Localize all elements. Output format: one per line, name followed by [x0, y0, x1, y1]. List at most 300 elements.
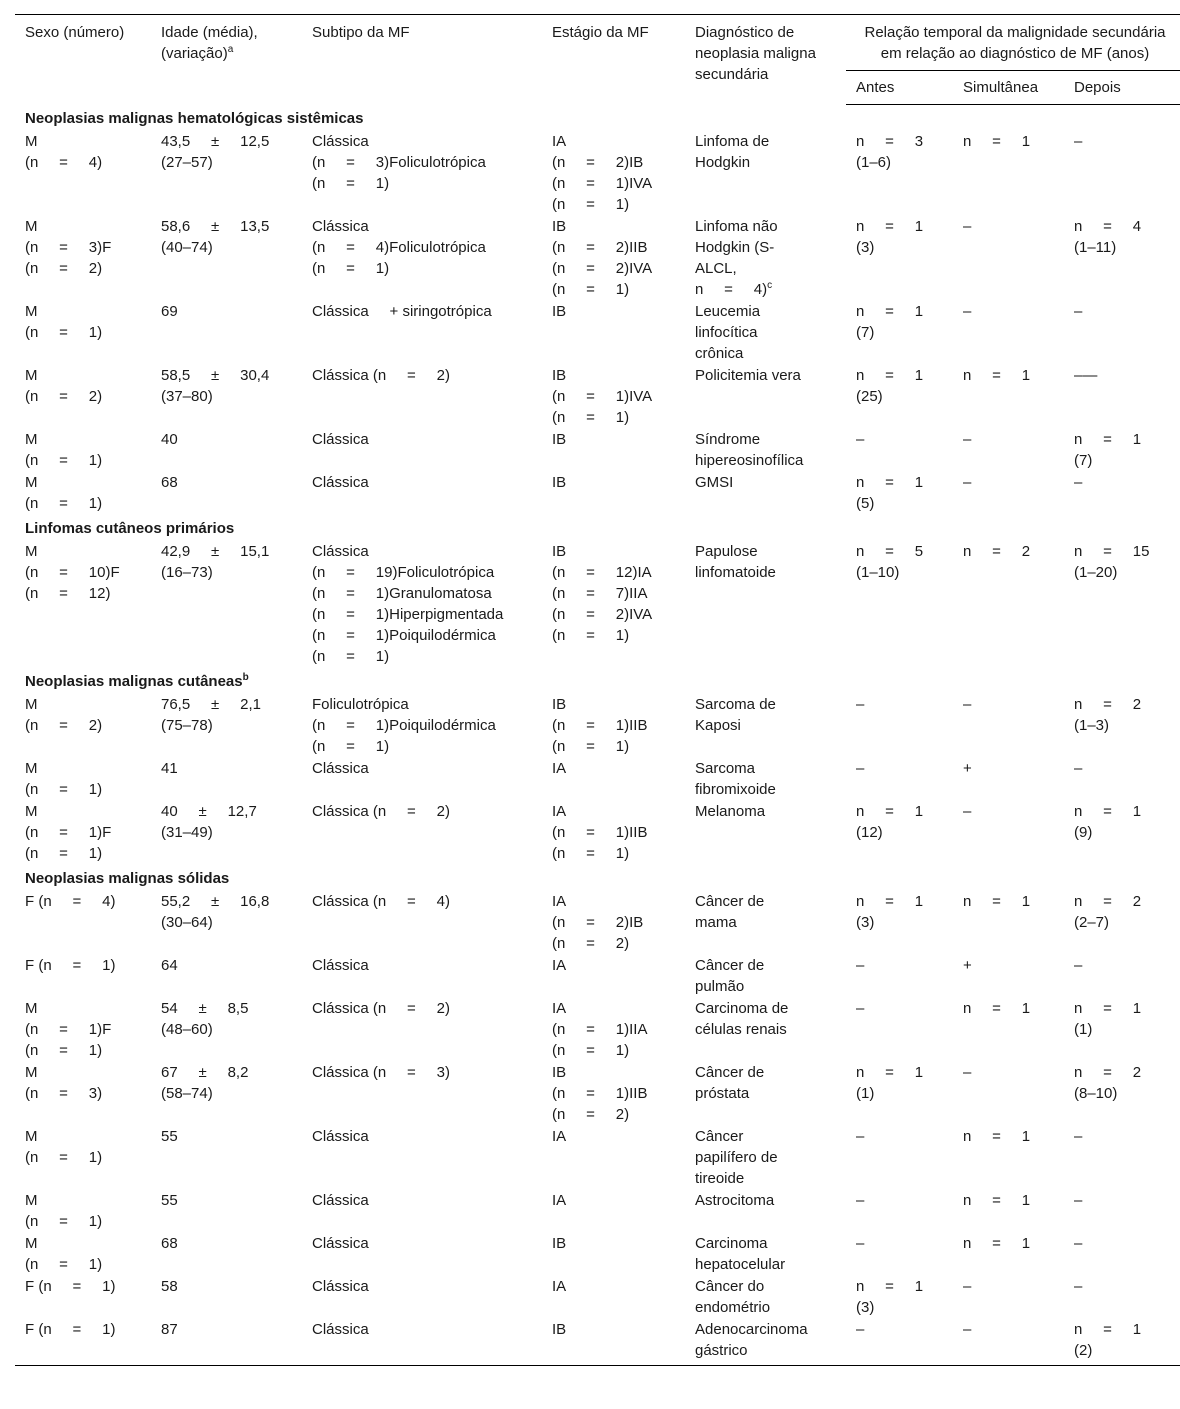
- cell-line: M: [25, 474, 38, 491]
- cell-line: (5): [856, 495, 875, 512]
- cell-line: –: [1074, 1235, 1083, 1252]
- section-title-text: Neoplasias malignas cutâneas: [25, 673, 243, 690]
- cell-estagio: [542, 365, 685, 429]
- cell-line: (40–74): [161, 239, 213, 256]
- cell-line: –: [963, 431, 972, 448]
- cell-line: IA: [552, 760, 567, 777]
- cell-line: M: [25, 760, 38, 777]
- cell-antes: [846, 1276, 953, 1319]
- cell-line: (n = 1): [312, 175, 390, 192]
- cell-antes: [846, 694, 953, 758]
- cell-depois: [1064, 1276, 1180, 1319]
- cell-idade: [151, 758, 302, 801]
- cell-depois: [1064, 1233, 1180, 1276]
- cell-line: (1–20): [1074, 564, 1118, 581]
- cell-estagio: [542, 541, 685, 668]
- cell-antes: [846, 472, 953, 515]
- cell-line: Clássica: [312, 218, 369, 235]
- cell-sexo: [15, 1062, 151, 1126]
- cell-line: –: [1074, 1192, 1083, 1209]
- cell-line: (n = 1)IIB: [552, 824, 648, 841]
- cell-line: Clássica: [312, 1235, 369, 1252]
- cell-line: Papulose: [695, 543, 758, 560]
- cell-idade: [151, 801, 302, 865]
- cell-sexo: [15, 541, 151, 668]
- section-title-text: Linfomas cutâneos primários: [25, 520, 235, 537]
- cell-line: –: [1074, 133, 1083, 150]
- cell-line: Melanoma: [695, 803, 766, 820]
- cell-estagio: [542, 955, 685, 998]
- cell-line: n = 2: [1074, 893, 1142, 910]
- cell-line: n = 1: [963, 1000, 1031, 1017]
- cell-antes: [846, 131, 953, 216]
- cell-line: F (n = 1): [25, 1321, 116, 1338]
- cell-idade: [151, 131, 302, 216]
- cell-line: n = 1: [856, 303, 924, 320]
- cell-line: tireoide: [695, 1170, 745, 1187]
- cell-subtipo: [302, 694, 542, 758]
- cell-line: crônica: [695, 345, 744, 362]
- cell-idade: [151, 1276, 302, 1319]
- cell-subtipo: [302, 301, 542, 365]
- cell-subtipo: [302, 472, 542, 515]
- cell-line: IB: [552, 1064, 567, 1081]
- cell-line: (n = 3)F: [25, 239, 112, 256]
- cell-depois: [1064, 429, 1180, 472]
- cell-line: Clássica + siringotrópica: [312, 303, 492, 320]
- cell-depois: [1064, 541, 1180, 668]
- cell-line: Síndrome: [695, 431, 761, 448]
- cell-line: Sarcoma: [695, 760, 756, 777]
- cell-line: (48–60): [161, 1021, 213, 1038]
- cell-antes: [846, 891, 953, 955]
- cell-line: (n = 3): [25, 1085, 103, 1102]
- cell-line: (n = 1): [552, 738, 630, 755]
- cell-idade: [151, 998, 302, 1062]
- cell-line: (25): [856, 388, 883, 405]
- table-body: [15, 105, 1180, 1366]
- cell-sexo: [15, 301, 151, 365]
- cell-sexo: [15, 1276, 151, 1319]
- cell-line: –: [963, 1321, 972, 1338]
- cell-line: Câncer de: [695, 1064, 765, 1081]
- cell-line: n = 4)$^c$: [695, 280, 773, 298]
- cell-line: (31–49): [161, 824, 213, 841]
- cell-line: (n = 1)Poiquilodérmica: [312, 627, 496, 644]
- cell-diagnostico: [685, 758, 846, 801]
- cell-line: n = 1: [963, 1235, 1031, 1252]
- cell-line: (n = 1): [25, 845, 103, 862]
- cell-simultanea: [953, 1062, 1064, 1126]
- cell-antes: [846, 758, 953, 801]
- cell-line: 87: [161, 1321, 178, 1338]
- cell-diagnostico: [685, 131, 846, 216]
- cell-simultanea: [953, 801, 1064, 865]
- cell-depois: [1064, 955, 1180, 998]
- cell-estagio: [542, 1276, 685, 1319]
- cell-line: n = 15: [1074, 543, 1150, 560]
- cell-idade: [151, 216, 302, 301]
- header-estagio: Estágio da MF: [542, 15, 685, 105]
- cell-simultanea: [953, 1233, 1064, 1276]
- cell-line: próstata: [695, 1085, 750, 1102]
- cell-diagnostico: [685, 541, 846, 668]
- cell-line: –: [1074, 760, 1083, 777]
- cell-line: n = 1: [1074, 1000, 1142, 1017]
- cell-idade: [151, 472, 302, 515]
- cell-line: (n = 4): [25, 154, 103, 171]
- cell-line: Carcinoma de: [695, 1000, 789, 1017]
- cell-line: (27–57): [161, 154, 213, 171]
- cell-line: IB: [552, 474, 567, 491]
- cell-diagnostico: [685, 365, 846, 429]
- header-depois: Depois: [1064, 71, 1180, 105]
- cell-antes: [846, 801, 953, 865]
- cell-line: M: [25, 431, 38, 448]
- cell-estagio: [542, 801, 685, 865]
- cell-estagio: [542, 998, 685, 1062]
- cell-diagnostico: [685, 429, 846, 472]
- cell-diagnostico: [685, 998, 846, 1062]
- cell-sexo: [15, 801, 151, 865]
- cell-subtipo: [302, 429, 542, 472]
- cell-line: Câncer de: [695, 957, 765, 974]
- cell-line: Carcinoma: [695, 1235, 768, 1252]
- cell-diagnostico: [685, 891, 846, 955]
- cell-line: n = 3: [856, 133, 924, 150]
- table-row: [15, 1233, 1180, 1276]
- cell-idade: [151, 301, 302, 365]
- cell-line: –: [963, 474, 972, 491]
- cell-line: IA: [552, 1278, 567, 1295]
- cell-estagio: [542, 758, 685, 801]
- table-header: [15, 15, 1180, 105]
- cell-line: linfomatoide: [695, 564, 776, 581]
- header-idade: Idade (média), (variação)$^a$: [151, 15, 302, 105]
- cell-line: –: [856, 1235, 865, 1252]
- malignancies-table: [15, 14, 1180, 1366]
- cell-line: (n = 1): [25, 452, 103, 469]
- cell-line: 68: [161, 474, 178, 491]
- cell-diagnostico: [685, 801, 846, 865]
- cell-line: n = 1: [963, 1192, 1031, 1209]
- cell-estagio: [542, 1062, 685, 1126]
- cell-line: 69: [161, 303, 178, 320]
- cell-line: Clássica (n = 2): [312, 367, 450, 384]
- cell-line: M: [25, 1064, 38, 1081]
- cell-line: M: [25, 1192, 38, 1209]
- cell-sexo: [15, 131, 151, 216]
- cell-line: Astrocitoma: [695, 1192, 775, 1209]
- cell-line: Clássica (n = 3): [312, 1064, 450, 1081]
- cell-subtipo: [302, 1276, 542, 1319]
- cell-subtipo: [302, 758, 542, 801]
- cell-subtipo: [302, 131, 542, 216]
- cell-sexo: [15, 1319, 151, 1366]
- cell-line: +: [963, 957, 972, 974]
- cell-line: Sarcoma de: [695, 696, 776, 713]
- cell-line: n = 2: [1074, 1064, 1142, 1081]
- cell-line: –: [856, 1321, 865, 1338]
- cell-sexo: [15, 1126, 151, 1190]
- cell-estagio: [542, 694, 685, 758]
- cell-line: (9): [1074, 824, 1093, 841]
- cell-line: Câncer de: [695, 893, 765, 910]
- cell-line: –: [856, 760, 865, 777]
- cell-idade: [151, 694, 302, 758]
- cell-line: n = 1: [856, 893, 924, 910]
- cell-sexo: [15, 1233, 151, 1276]
- cell-line: IA: [552, 133, 567, 150]
- cell-line: hepatocelular: [695, 1256, 786, 1273]
- cell-line: Câncer: [695, 1128, 744, 1145]
- cell-antes: [846, 301, 953, 365]
- table-row: [15, 1319, 1180, 1366]
- cell-estagio: [542, 891, 685, 955]
- cell-sexo: [15, 429, 151, 472]
- cell-simultanea: [953, 429, 1064, 472]
- cell-line: –: [963, 803, 972, 820]
- cell-line: (n = 2): [25, 717, 103, 734]
- header-simultanea: Simultânea: [953, 71, 1064, 105]
- section-header: [15, 668, 1180, 694]
- cell-sexo: [15, 365, 151, 429]
- cell-line: células renais: [695, 1021, 787, 1038]
- cell-line: (2): [1074, 1342, 1093, 1359]
- cell-line: (n = 1): [552, 409, 630, 426]
- cell-line: (58–74): [161, 1085, 213, 1102]
- cell-antes: [846, 365, 953, 429]
- cell-line: M: [25, 696, 38, 713]
- cell-line: n = 1: [1074, 1321, 1142, 1338]
- cell-line: Clássica (n = 2): [312, 803, 450, 820]
- cell-diagnostico: [685, 694, 846, 758]
- cell-line: (n = 1)IVA: [552, 388, 653, 405]
- cell-line: (n = 19)Foliculotrópica: [312, 564, 495, 581]
- cell-line: 55,2 ± 16,8: [161, 893, 270, 910]
- cell-line: (n = 1): [25, 781, 103, 798]
- cell-line: –: [963, 1064, 972, 1081]
- cell-line: IB: [552, 303, 567, 320]
- cell-subtipo: [302, 365, 542, 429]
- cell-line: endométrio: [695, 1299, 771, 1316]
- cell-line: (1–6): [856, 154, 892, 171]
- cell-antes: [846, 1233, 953, 1276]
- cell-line: –: [963, 303, 972, 320]
- cell-line: –: [1074, 1128, 1083, 1145]
- header-subtipo: Subtipo da MF: [302, 15, 542, 105]
- cell-line: (n = 1): [25, 1213, 103, 1230]
- cell-line: n = 1: [963, 1128, 1031, 1145]
- table-row: [15, 758, 1180, 801]
- cell-line: (n = 1): [312, 260, 390, 277]
- cell-sexo: [15, 1190, 151, 1233]
- cell-line: Clássica (n = 4): [312, 893, 450, 910]
- cell-line: 58: [161, 1278, 178, 1295]
- cell-simultanea: [953, 1319, 1064, 1366]
- cell-line: (30–64): [161, 914, 213, 931]
- cell-line: Linfoma de: [695, 133, 770, 150]
- cell-diagnostico: [685, 1190, 846, 1233]
- cell-line: (n = 2)IVA: [552, 606, 653, 623]
- cell-sexo: [15, 955, 151, 998]
- table-row: [15, 955, 1180, 998]
- table-row: [15, 1126, 1180, 1190]
- cell-idade: [151, 955, 302, 998]
- cell-simultanea: [953, 216, 1064, 301]
- cell-line: M: [25, 303, 38, 320]
- table-row: [15, 998, 1180, 1062]
- cell-line: Clássica: [312, 957, 369, 974]
- cell-line: (n = 1): [312, 648, 390, 665]
- cell-simultanea: [953, 131, 1064, 216]
- cell-idade: [151, 365, 302, 429]
- cell-simultanea: [953, 1126, 1064, 1190]
- cell-line: Foliculotrópica: [312, 696, 409, 713]
- cell-antes: [846, 955, 953, 998]
- cell-simultanea: [953, 955, 1064, 998]
- cell-line: n = 1: [963, 367, 1031, 384]
- cell-line: (3): [856, 1299, 875, 1316]
- cell-estagio: [542, 216, 685, 301]
- cell-line: (n = 1): [552, 281, 630, 298]
- cell-sexo: [15, 998, 151, 1062]
- cell-simultanea: [953, 1276, 1064, 1319]
- table-row: [15, 472, 1180, 515]
- cell-diagnostico: [685, 1233, 846, 1276]
- cell-line: (n = 1)F: [25, 1021, 112, 1038]
- cell-line: M: [25, 133, 38, 150]
- cell-line: n = 1: [856, 218, 924, 235]
- cell-line: –: [963, 1278, 972, 1295]
- cell-diagnostico: [685, 955, 846, 998]
- cell-line: Clássica: [312, 474, 369, 491]
- cell-diagnostico: [685, 216, 846, 301]
- cell-line: M: [25, 543, 38, 560]
- cell-line: (n = 3)Foliculotrópica: [312, 154, 486, 171]
- cell-subtipo: [302, 891, 542, 955]
- cell-line: n = 2: [1074, 696, 1142, 713]
- cell-line: IB: [552, 543, 567, 560]
- cell-idade: [151, 1319, 302, 1366]
- cell-line: (n = 2): [552, 1106, 630, 1123]
- cell-line: –: [856, 1000, 865, 1017]
- cell-line: (n = 2): [25, 260, 103, 277]
- cell-line: (1): [856, 1085, 875, 1102]
- table-row: [15, 365, 1180, 429]
- cell-line: (1–11): [1074, 239, 1117, 256]
- cell-line: 58,5 ± 30,4: [161, 367, 270, 384]
- cell-line: Adenocarcinoma: [695, 1321, 808, 1338]
- cell-line: Câncer do: [695, 1278, 765, 1295]
- cell-simultanea: [953, 365, 1064, 429]
- cell-line: n = 2: [963, 543, 1031, 560]
- cell-line: 41: [161, 760, 178, 777]
- cell-antes: [846, 541, 953, 668]
- cell-estagio: [542, 1190, 685, 1233]
- cell-depois: [1064, 365, 1180, 429]
- cell-line: GMSI: [695, 474, 734, 491]
- cell-antes: [846, 1190, 953, 1233]
- cell-line: (n = 12)IA: [552, 564, 652, 581]
- cell-line: (n = 1): [552, 845, 630, 862]
- section-header: [15, 105, 1180, 132]
- cell-diagnostico: [685, 1276, 846, 1319]
- cell-subtipo: [302, 1319, 542, 1366]
- cell-depois: [1064, 131, 1180, 216]
- cell-line: linfocítica: [695, 324, 758, 341]
- section-title: [15, 668, 1180, 694]
- cell-line: (n = 12): [25, 585, 111, 602]
- cell-line: fibromixoide: [695, 781, 776, 798]
- cell-line: –: [963, 696, 972, 713]
- cell-line: IA: [552, 1000, 567, 1017]
- cell-line: –: [856, 1192, 865, 1209]
- section-footnote-marker: b: [242, 672, 249, 683]
- cell-subtipo: [302, 1062, 542, 1126]
- cell-line: M: [25, 1128, 38, 1145]
- cell-line: n = 1: [1074, 803, 1142, 820]
- cell-depois: [1064, 1190, 1180, 1233]
- cell-line: –: [856, 431, 865, 448]
- section-title: [15, 515, 1180, 541]
- cell-subtipo: [302, 216, 542, 301]
- cell-antes: [846, 1062, 953, 1126]
- cell-sexo: [15, 891, 151, 955]
- cell-idade: [151, 891, 302, 955]
- cell-line: (n = 1)Granulomatosa: [312, 585, 492, 602]
- cell-line: n = 1: [856, 474, 924, 491]
- cell-line: 76,5 ± 2,1: [161, 696, 261, 713]
- cell-line: n = 1: [963, 133, 1031, 150]
- cell-antes: [846, 429, 953, 472]
- cell-line: (37–80): [161, 388, 213, 405]
- cell-line: –: [856, 957, 865, 974]
- cell-simultanea: [953, 472, 1064, 515]
- cell-line: (75–78): [161, 717, 213, 734]
- cell-simultanea: [953, 891, 1064, 955]
- cell-line: –—: [1074, 367, 1098, 384]
- cell-line: Clássica: [312, 1321, 369, 1338]
- section-header: [15, 865, 1180, 891]
- cell-line: (n = 1)IIB: [552, 1085, 648, 1102]
- cell-line: (n = 2): [25, 388, 103, 405]
- cell-line: (n = 1)Hiperpigmentada: [312, 606, 504, 623]
- cell-line: 40: [161, 431, 178, 448]
- cell-estagio: [542, 1319, 685, 1366]
- cell-line: –: [1074, 474, 1083, 491]
- table-row: [15, 131, 1180, 216]
- cell-line: Clássica: [312, 431, 369, 448]
- cell-line: F (n = 4): [25, 893, 116, 910]
- cell-subtipo: [302, 955, 542, 998]
- section-title: [15, 105, 1180, 132]
- cell-line: M: [25, 1000, 38, 1017]
- cell-line: (n = 1): [552, 627, 630, 644]
- cell-depois: [1064, 1319, 1180, 1366]
- cell-depois: [1064, 801, 1180, 865]
- cell-sexo: [15, 758, 151, 801]
- cell-line: Leucemia: [695, 303, 761, 320]
- cell-depois: [1064, 758, 1180, 801]
- cell-line: n = 1: [1074, 431, 1142, 448]
- cell-line: –: [963, 218, 972, 235]
- cell-line: M: [25, 803, 38, 820]
- cell-estagio: [542, 1126, 685, 1190]
- cell-estagio: [542, 429, 685, 472]
- header-diagnostico: Diagnóstico de neoplasia maligna secundária: [685, 15, 846, 105]
- cell-antes: [846, 216, 953, 301]
